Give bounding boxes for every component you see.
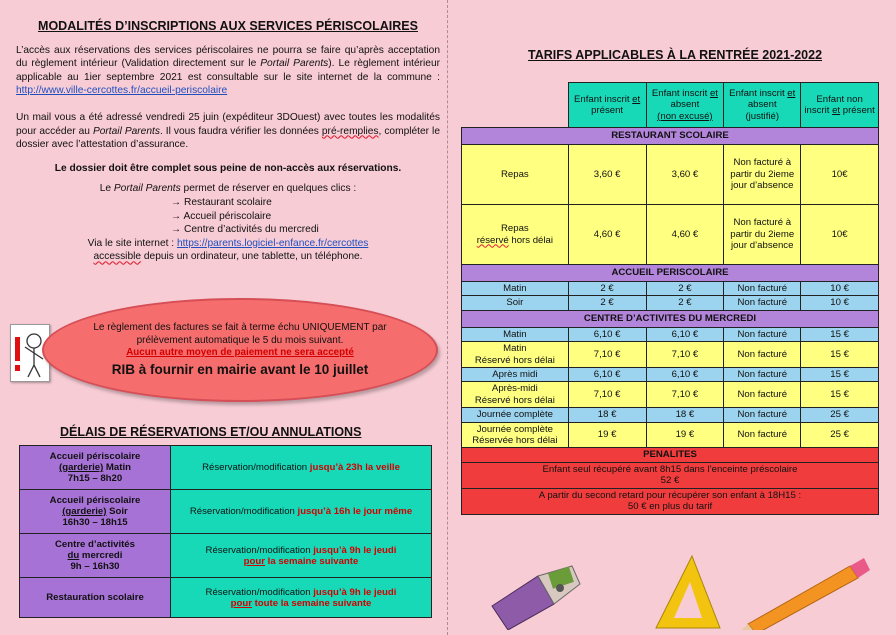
table-row xyxy=(20,534,432,578)
table-row xyxy=(462,422,879,448)
rib-notice: RIB à fournir en mairie avant le 10 juillet xyxy=(111,361,369,377)
cell: Non facturé xyxy=(724,408,801,422)
p2-text-b: . Il vous faudra vérifier les données xyxy=(159,125,322,137)
penalty-cell: A partir du second retard pour récupérer son enfant à 18H15 : 50 € en plus du tarif xyxy=(462,488,879,514)
cell: 7,10 € xyxy=(646,342,724,368)
p2-text-a: Un mail vous a été adressé vendredi 25 juin (expéditeur 3DOuest) avec toutes les modalités pour accéder au xyxy=(16,111,440,137)
cell: Non facturé xyxy=(724,296,801,310)
pencil-icon xyxy=(736,558,870,630)
table-row xyxy=(20,490,432,534)
table-row xyxy=(462,342,879,368)
paragraph-website xyxy=(16,237,440,264)
cell: 7,10 € xyxy=(646,382,724,408)
cell: 3,60 € xyxy=(646,145,724,205)
cell: 4,60 € xyxy=(646,205,724,265)
set-square-icon xyxy=(656,556,720,628)
cell: Non facturé xyxy=(724,342,801,368)
row-label: Matin Réservé hors délai xyxy=(462,342,569,368)
table-row xyxy=(462,462,879,488)
section-row xyxy=(462,310,879,327)
p5-spellcheck-word: accessible xyxy=(93,251,142,263)
cell: 19 € xyxy=(568,422,646,448)
parent-portal-link[interactable]: https://parents.logiciel-enfance.fr/cercottes xyxy=(176,237,369,249)
column-header: Enfant inscrit et absent (non excusé) xyxy=(646,83,724,128)
p5-text-a: Via le site internet : xyxy=(87,237,177,249)
cell: 18 € xyxy=(568,408,646,422)
cell: Non facturé xyxy=(724,282,801,296)
table-row xyxy=(20,446,432,490)
list-item: → Accueil périscolaire xyxy=(171,210,272,222)
cell: Non facturé à partir du 2ieme jour d’absence xyxy=(724,205,801,265)
row-label: Soir xyxy=(462,296,569,310)
delay-service: Restauration scolaire xyxy=(20,578,171,618)
p5-text-b: depuis un ordinateur, une tablette, un téléphone. xyxy=(141,251,363,263)
paragraph-access xyxy=(16,44,440,98)
cell: Non facturé xyxy=(724,422,801,448)
delay-rule: Réservation/modification jusqu’à 23h la veille xyxy=(171,446,432,490)
cell: 10€ xyxy=(801,145,879,205)
table-row xyxy=(462,488,879,514)
cell: 19 € xyxy=(646,422,724,448)
row-label: Après-midi Réservé hors délai xyxy=(462,382,569,408)
table-row xyxy=(462,382,879,408)
table-row xyxy=(462,205,879,265)
table-row xyxy=(462,296,879,310)
cell: 4,60 € xyxy=(568,205,646,265)
table-row xyxy=(462,368,879,382)
cell: 2 € xyxy=(568,296,646,310)
p2-portal-name: Portail Parents xyxy=(92,125,160,137)
cell: 10 € xyxy=(801,296,879,310)
table-row xyxy=(462,408,879,422)
row-label: Journée complète Réservée hors délai xyxy=(462,422,569,448)
cell: Non facturé xyxy=(724,382,801,408)
section-restaurant: RESTAURANT SCOLAIRE xyxy=(462,128,879,145)
cell: 15 € xyxy=(801,382,879,408)
cell: 2 € xyxy=(646,296,724,310)
cell: 6,10 € xyxy=(568,327,646,341)
row-label: Matin xyxy=(462,282,569,296)
list-item: → Centre d’activités du mercredi xyxy=(171,224,319,236)
cell: 15 € xyxy=(801,342,879,368)
paragraph-portal xyxy=(16,182,440,196)
payment-warning: Aucun autre moyen de paiement ne sera accepté xyxy=(126,347,354,358)
section-row xyxy=(462,448,879,462)
delay-service: Accueil périscolaire (garderie) Soir 16h30 – 18h15 xyxy=(20,490,171,534)
row-label: Matin xyxy=(462,327,569,341)
section-accueil: ACCUEIL PERISCOLAIRE xyxy=(462,265,879,282)
cell: 10 € xyxy=(801,282,879,296)
cell: 6,10 € xyxy=(646,368,724,382)
delay-rule: Réservation/modification jusqu’à 9h le jeudi pour la semaine suivante xyxy=(171,534,432,578)
payment-notice-text: Le règlement des factures se fait à terme échu UNIQUEMENT par prélèvement automatique le 5 du mois suivant. xyxy=(93,322,387,346)
cell: 7,10 € xyxy=(568,382,646,408)
section-penalites: PENALITES xyxy=(462,448,879,462)
delay-rule: Réservation/modification jusqu’à 16h le jour même xyxy=(171,490,432,534)
p4-text-a: Le xyxy=(99,183,114,195)
row-label: Journée complète xyxy=(462,408,569,422)
cell: 3,60 € xyxy=(568,145,646,205)
table-row xyxy=(462,327,879,341)
cell: 18 € xyxy=(646,408,724,422)
p4-portal-name: Portail Parents xyxy=(113,183,181,195)
row-label: Repas réservé hors délai xyxy=(462,205,569,265)
row-label: Repas xyxy=(462,145,569,205)
dossier-complete-notice: Le dossier doit être complet sous peine de non-accès aux réservations. xyxy=(54,162,402,174)
cell: 15 € xyxy=(801,368,879,382)
p1-portal-name: Portail Parents xyxy=(260,58,329,70)
cell: 25 € xyxy=(801,408,879,422)
cell: 6,10 € xyxy=(646,327,724,341)
services-list xyxy=(171,196,440,237)
school-supplies-illustration xyxy=(480,548,880,630)
cell: Non facturé à partir du 2ieme jour d’absence xyxy=(724,145,801,205)
tarifs-table xyxy=(461,82,879,515)
cell: 10€ xyxy=(801,205,879,265)
pencil-sharpener-icon xyxy=(492,566,580,630)
row-label: Après midi xyxy=(462,368,569,382)
cell: Non facturé xyxy=(724,327,801,341)
delay-rule: Réservation/modification jusqu’à 9h le jeudi pour toute la semaine suivante xyxy=(171,578,432,618)
registration-title: MODALITÉS D’INSCRIPTIONS AUX SERVICES PÉRISCOLAIRES xyxy=(38,19,418,33)
p2-spellcheck-word: pré-remplies xyxy=(321,125,379,137)
delays-title: DÉLAIS DE RÉSERVATIONS ET/OU ANNULATIONS xyxy=(60,425,362,439)
left-column xyxy=(16,20,440,264)
delays-table xyxy=(19,445,432,618)
section-centre: CENTRE D’ACTIVITES DU MERCREDI xyxy=(462,310,879,327)
paragraph-mail xyxy=(16,111,440,152)
column-header: Enfant inscrit et présent xyxy=(568,83,646,128)
tarifs-title: TARIFS APPLICABLES À LA RENTRÉE 2021-2022 xyxy=(528,48,823,62)
list-item: → Restaurant scolaire xyxy=(171,196,272,208)
page-fold-divider xyxy=(447,0,448,635)
cell: 6,10 € xyxy=(568,368,646,382)
column-header: Enfant non inscrit et présent xyxy=(801,83,879,128)
commune-site-link[interactable]: http://www.ville-cercottes.fr/accueil-periscolaire xyxy=(16,85,228,97)
p2-text-c: , compléter le dossier avec l’attestation d’assurance. xyxy=(16,125,440,151)
section-row xyxy=(462,128,879,145)
delay-service: Accueil périscolaire (garderie) Matin 7h15 – 8h20 xyxy=(20,446,171,490)
table-header-row xyxy=(462,83,879,128)
delay-service: Centre d’activités du mercredi 9h – 16h30 xyxy=(20,534,171,578)
cell: 25 € xyxy=(801,422,879,448)
p1-text-a: L’accès aux réservations des services périscolaires ne pourra se faire qu’après acceptation du règlement intérieur (Validation directement sur le xyxy=(16,44,440,70)
penalty-cell: Enfant seul récupéré avant 8h15 dans l’enceinte préscolaire 52 € xyxy=(462,462,879,488)
section-row xyxy=(462,265,879,282)
table-row xyxy=(462,145,879,205)
p1-text-b: ). Le règlement intérieur applicable au 1ier septembre 2021 est consultable sur le site internet de la commune : xyxy=(16,58,440,83)
payment-notice-bubble xyxy=(42,298,438,402)
cell: 2 € xyxy=(646,282,724,296)
column-header: Enfant inscrit et absent (justifié) xyxy=(724,83,801,128)
table-row xyxy=(20,578,432,618)
p4-text-b: permet de réserver en quelques clics : xyxy=(180,183,357,195)
cell: 2 € xyxy=(568,282,646,296)
cell: 7,10 € xyxy=(568,342,646,368)
table-row xyxy=(462,282,879,296)
cell: Non facturé xyxy=(724,368,801,382)
cell: 15 € xyxy=(801,327,879,341)
